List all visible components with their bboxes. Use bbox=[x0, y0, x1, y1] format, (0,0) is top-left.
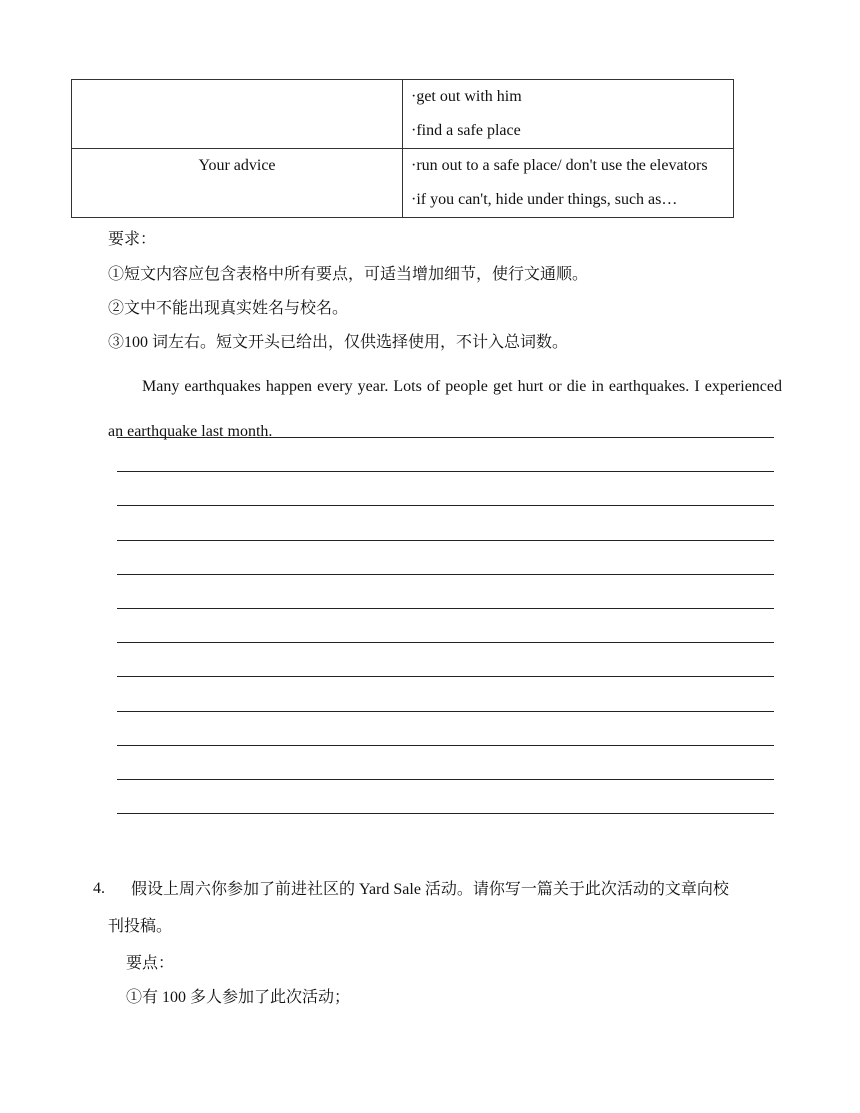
answer-line[interactable] bbox=[117, 642, 774, 676]
answer-lines[interactable] bbox=[117, 437, 774, 847]
row2-label: Your advice bbox=[198, 157, 276, 174]
table-row bbox=[72, 80, 734, 149]
table-cell-label bbox=[72, 80, 403, 149]
requirement-item-1: ①短文内容应包含表格中所有要点，可适当增加细节，使行文通顺。 bbox=[108, 266, 589, 283]
requirement-item-3: ③100 词左右。短文开头已给出，仅供选择使用，不计入总词数。 bbox=[108, 334, 569, 351]
answer-line[interactable] bbox=[117, 574, 774, 608]
table-cell-content bbox=[403, 149, 734, 218]
question-number: 4. bbox=[93, 880, 105, 897]
opening-text: Many earthquakes happen every year. Lots of people get hurt or die in earthquakes. I experienced an earthquake last month. bbox=[108, 378, 782, 440]
requirement-item-2: ②文中不能出现真实姓名与校名。 bbox=[108, 300, 349, 317]
answer-line[interactable] bbox=[117, 608, 774, 642]
answer-line[interactable] bbox=[117, 676, 774, 710]
question-text-continued: 刊投稿。 bbox=[108, 918, 173, 935]
points-title: 要点： bbox=[126, 955, 175, 972]
answer-line[interactable] bbox=[117, 437, 774, 471]
answer-line[interactable] bbox=[117, 505, 774, 539]
answer-line[interactable] bbox=[117, 745, 774, 779]
row1-label bbox=[72, 80, 402, 114]
answer-line[interactable] bbox=[117, 711, 774, 745]
row2-item-2: ·if you can't, hide under things, such as… bbox=[411, 191, 678, 208]
question-text: 假设上周六你参加了前进社区的 Yard Sale 活动。请你写一篇关于此次活动的文章向校 bbox=[131, 881, 729, 898]
answer-line[interactable] bbox=[117, 471, 774, 505]
requirements-title: 要求： bbox=[108, 231, 157, 248]
table-cell-label bbox=[72, 149, 403, 218]
point-item-1: ①有 100 多人参加了此次活动； bbox=[126, 989, 351, 1006]
table-row bbox=[72, 149, 734, 218]
answer-line[interactable] bbox=[117, 813, 774, 847]
row1-item-1: ·get out with him bbox=[411, 88, 522, 105]
row1-item-2: ·find a safe place bbox=[411, 122, 521, 139]
row2-item-1: ·run out to a safe place/ don't use the elevators bbox=[411, 157, 708, 174]
table-cell-content bbox=[403, 80, 734, 149]
answer-line[interactable] bbox=[117, 779, 774, 813]
info-table bbox=[71, 79, 734, 218]
answer-line[interactable] bbox=[117, 540, 774, 574]
